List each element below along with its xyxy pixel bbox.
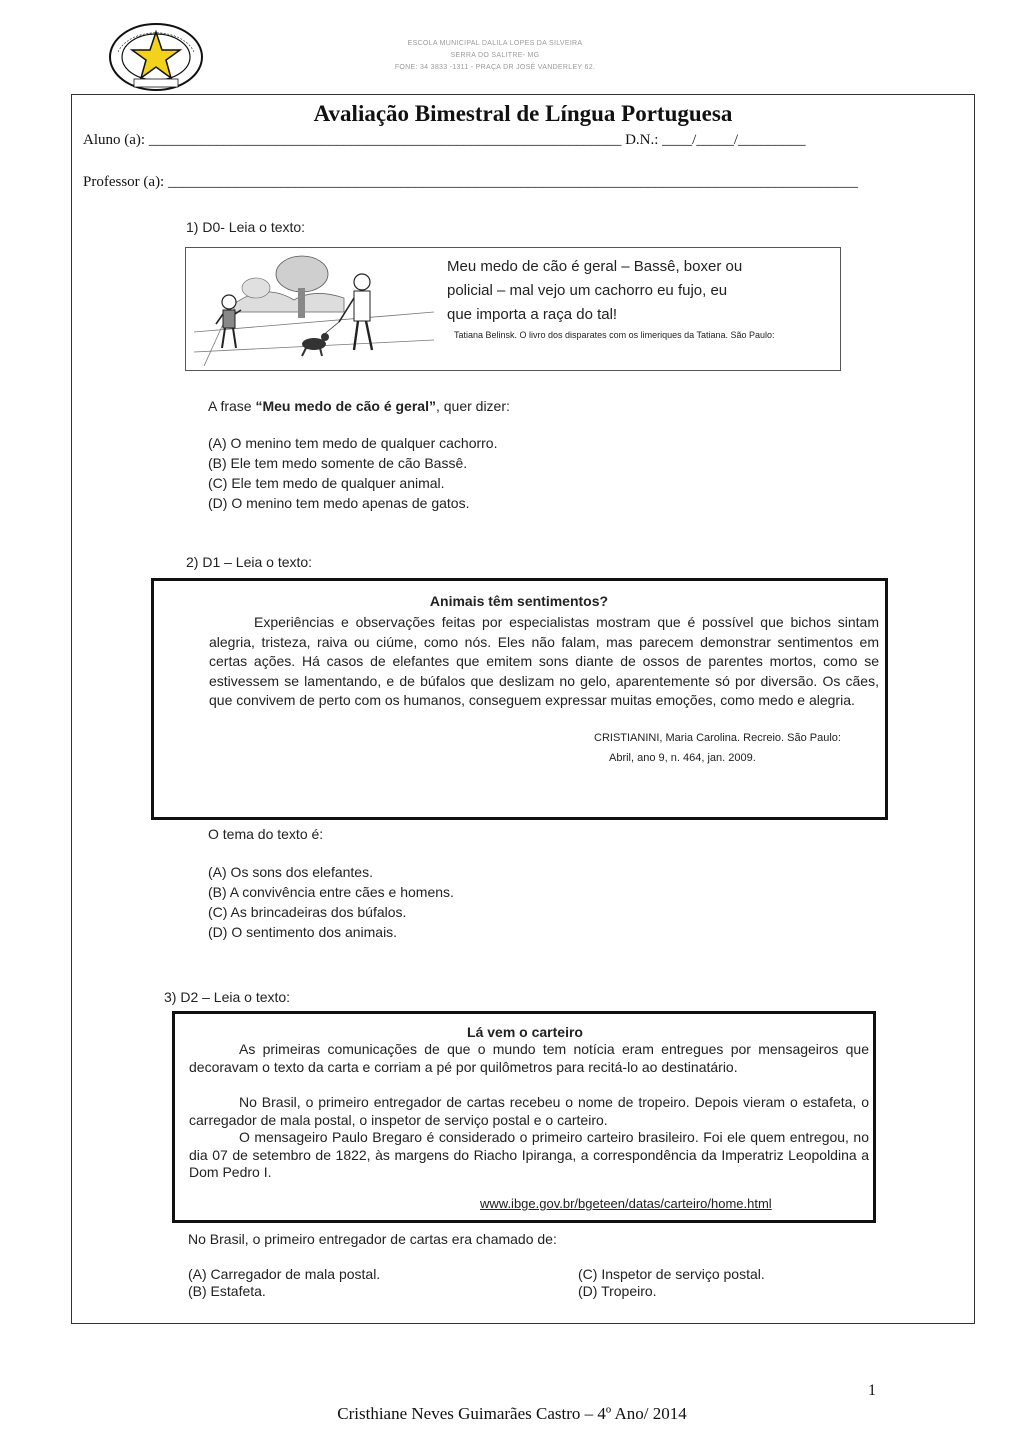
q1-prompt-quote: “Meu medo de cão é geral” bbox=[255, 398, 436, 414]
q2-box-title: Animais têm sentimentos? bbox=[429, 593, 609, 609]
page-title: Avaliação Bimestral de Língua Portuguesa bbox=[313, 101, 733, 126]
q3-option-b[interactable]: (B) Estafeta. bbox=[188, 1283, 266, 1299]
page-number: 1 bbox=[868, 1382, 876, 1399]
q3-box-title: Lá vem o carteiro bbox=[467, 1024, 583, 1040]
q2-option-a[interactable]: (A) Os sons dos elefantes. bbox=[208, 864, 373, 880]
poem-line-3: que importa a raça do tal! bbox=[447, 306, 618, 323]
q2-heading: 2) D1 – Leia o texto: bbox=[186, 554, 313, 570]
q2-paragraph: Experiências e observações feitas por especialistas mostram que é possível que bichos sintam alegria, tristeza, raiva ou ciúme, como nós. Eles não falam, mas parecem demonstrar sentimentos em certas ações. Há casos de elefantes que emitem sons diante de ossos de parentes mortos, como se estivessem se lamentando, e de búfalos que deslizam no gelo, aparentemente só por diversão. Os cães, que convivem de perto com os humanos, conseguem expressar muitas emoções, como medo e alegria. bbox=[209, 614, 879, 708]
poem-line-1: Meu medo de cão é geral – Bassê, boxer ou bbox=[447, 258, 743, 275]
q3-option-d[interactable]: (D) Tropeiro. bbox=[578, 1283, 657, 1299]
q3-text-box bbox=[172, 1011, 876, 1223]
q3-prompt: No Brasil, o primeiro entregador de cartas era chamado de: bbox=[188, 1231, 557, 1247]
q2-option-d[interactable]: (D) O sentimento dos animais. bbox=[208, 924, 398, 940]
q1-prompt bbox=[208, 398, 510, 414]
school-contact: FONE: 34 3833 -1311 - PRAÇA DR JOSÉ VANDERLEY 62. bbox=[394, 64, 596, 71]
q3-heading: 3) D2 – Leia o texto: bbox=[164, 989, 291, 1005]
q3-paragraph-2: No Brasil, o primeiro entregador de cartas recebeu o nome de tropeiro. Depois vieram o estafeta, o carregador de mala postal, o inspetor de serviço postal e o carteiro. bbox=[189, 1094, 869, 1128]
q3-option-a[interactable]: (A) Carregador de mala postal. bbox=[188, 1266, 381, 1282]
q1-text-box bbox=[185, 247, 841, 371]
q2-option-c[interactable]: (C) As brincadeiras dos búfalos. bbox=[208, 904, 407, 920]
school-city: SERRA DO SALITRE- MG bbox=[450, 52, 540, 59]
footer-author: Cristhiane Neves Guimarães Castro – 4º Ano/ 2014 bbox=[337, 1404, 687, 1423]
q1-option-b[interactable]: (B) Ele tem medo somente de cão Bassê. bbox=[208, 455, 468, 471]
q1-prompt-pre: A frase bbox=[208, 398, 256, 414]
q1-option-d[interactable]: (D) O menino tem medo apenas de gatos. bbox=[208, 495, 470, 511]
q2-prompt: O tema do texto é: bbox=[208, 826, 324, 842]
boy-and-dog-illustration bbox=[194, 252, 434, 366]
poem-source: Tatiana Belinsk. O livro dos disparates com os limeriques da Tatiana. São Paulo: bbox=[454, 330, 775, 340]
q1-heading: 1) D0- Leia o texto: bbox=[186, 219, 306, 235]
q3-option-c[interactable]: (C) Inspetor de serviço postal. bbox=[578, 1266, 765, 1282]
q2-source-line-1: CRISTIANINI, Maria Carolina. Recreio. São Paulo: bbox=[594, 732, 841, 744]
q1-option-c[interactable]: (C) Ele tem medo de qualquer animal. bbox=[208, 475, 445, 491]
school-seal-logo bbox=[108, 22, 204, 92]
school-name: ESCOLA MUNICIPAL DALILA LOPES DA SILVEIRA bbox=[407, 40, 583, 47]
q1-prompt-post: , quer dizer: bbox=[435, 398, 510, 414]
q2-text-box bbox=[151, 578, 888, 820]
q3-source-url[interactable]: www.ibge.gov.br/bgeteen/datas/carteiro/home.html bbox=[480, 1196, 772, 1211]
q1-option-a[interactable]: (A) O menino tem medo de qualquer cachorro. bbox=[208, 435, 498, 451]
q2-source-line-2: Abril, ano 9, n. 464, jan. 2009. bbox=[609, 752, 756, 764]
poem-line-2: policial – mal vejo um cachorro eu fujo, eu bbox=[447, 282, 728, 299]
q2-option-b[interactable]: (B) A convivência entre cães e homens. bbox=[208, 884, 454, 900]
q3-paragraph-3: O mensageiro Paulo Bregaro é considerado o primeiro carteiro brasileiro. Foi ele quem entregou, no dia 07 de setembro de 1822, às margens do Riacho Ipiranga, a correspondência da Imperatriz Leopoldina a Dom Pedro I. bbox=[189, 1129, 869, 1180]
q3-paragraph-1: As primeiras comunicações de que o mundo tem notícia eram entregues por mensageiros que decoravam o texto da carta e corriam a pé por quilômetros para recitá-lo ao destinatário. bbox=[189, 1041, 869, 1075]
aluno-field[interactable]: Aluno (a): _______________________________________________________________ D.N.: ____/_____/_________ bbox=[83, 132, 806, 148]
professor-field[interactable]: Professor (a): ____________________________________________________________________________________________ bbox=[83, 174, 858, 190]
